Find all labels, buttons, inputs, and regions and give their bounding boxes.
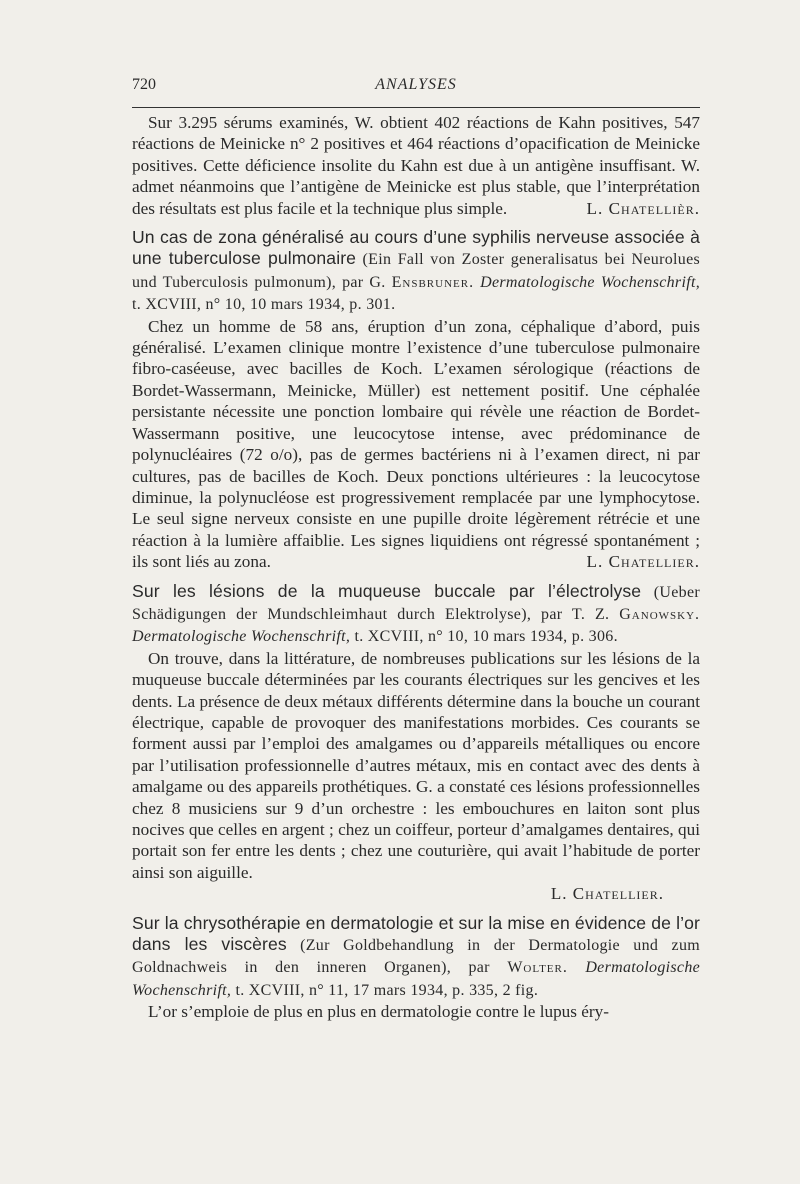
article-body-text: L’or s’emploie de plus en plus en dermatologie contre le lupus éry- <box>148 1002 609 1022</box>
header-rule <box>132 107 700 108</box>
page-number: 720 <box>132 76 156 93</box>
article-electrolyse <box>132 581 700 905</box>
page-content <box>132 112 700 1023</box>
article-author: Ganowsky. <box>619 605 701 623</box>
article-chrysotherapie <box>132 913 700 1023</box>
article-by: par G. <box>342 273 386 291</box>
article-title: Sur la chrysothérapie en dermatologie et sur la mise en évidence de l’or dans les viscères <box>132 912 700 955</box>
article-heading <box>132 913 700 1002</box>
article-citation: t. XCVIII, n° 11, 17 mars 1934, p. 335, 2 fig. <box>235 981 539 999</box>
article-body <box>132 316 700 573</box>
article-signature: L. Chatellier. <box>586 552 700 572</box>
article-heading <box>132 227 700 316</box>
article-by: par T. Z. <box>541 605 610 623</box>
article-zona <box>132 227 700 573</box>
intro-paragraph <box>132 112 700 219</box>
article-journal: Dermatologische Wochenschrift, <box>480 273 700 291</box>
article-citation: t. XCVIII, n° 10, 10 mars 1934, p. 301. <box>132 296 396 314</box>
article-body-text: On trouve, dans la littérature, de nombreuses publications sur les lésions de la muqueuse buccale déterminées par les courants électriques sur les gencives et les dents. La présence de deux métaux différents détermine dans la bouche un courant électrique, capable de provoquer des manifestations morbides. Ces courants se forment aussi par l’emploi des amalgames ou d’appareils métalliques ou encore par l’utilisation professionnelle d’autres métaux, mis en contact avec des dents à amalgame ou des appareils prothétiques. G. a constaté ces lésions professionnelles chez 8 musiciens sur 9 d’un orchestre : les embouchures en laiton sont plus nocives que celles en argent ; chez un coiffeur, porteur d’amalgames dentaires, qui portait son fer entre les dents ; chez une couturière, qui avait l’habitude de porter ainsi son aiguille. <box>132 648 700 882</box>
article-author: Wolter. <box>507 959 568 977</box>
article-body-text: Chez un homme de 58 ans, éruption d’un zona, céphalique d’abord, puis généralisé. L’examen clinique montre l’existence d’une tuberculose pulmonaire fibro-caséeuse, avec bacilles de Koch. L’examen sérologique (réactions de Bordet-Wassermann, Meinicke, Müller) est nettement positif. Une céphalée persistante nécessite une ponction lombaire qui révèle une réaction de Bordet-Wassermann positive, une leucocytose intense, avec prédominance de polynucléaires (72 o/o), pas de germes bactériens ni à l’examen direct, ni par cultures, pas de bacilles de Koch. Deux ponctions ultérieures : la leucocytose diminue, la polynucléose est progressivement remplacée par une lymphocytose. Le seul signe nerveux consiste en une pupille droite légèrement rétrécie et une réaction à la lumière affaiblie. Les signes liquidiens ont régressé spontanément ; ils sont liés au zona. <box>132 316 700 572</box>
article-journal: Dermatologische Wochenschrift, <box>132 959 701 999</box>
article-original-title: (Ein Fall von Zoster generalisatus bei Neurolues und Tuberculosis pulmonum), <box>132 251 701 291</box>
article-title: Un cas de zona généralisé au cours d’une syphilis nerveuse associée à une tuberculose pulmonaire <box>132 227 700 269</box>
intro-text: Sur 3.295 sérums examinés, W. obtient 402 réactions de Kahn positives, 547 réactions de Meinicke n° 2 positives et 464 réactions d’opacification de Meinicke positives. Cette déficience insolite du Kahn est due à un antigène insuffisant. W. admet néanmoins que l’antigène de Meinicke est plus stable, que l’interprétation des résultats est plus facile et la technique plus simple. <box>132 113 700 218</box>
intro-signature: L. Chatellièr. <box>586 198 700 218</box>
article-citation: t. XCVIII, n° 10, 10 mars 1934, p. 306. <box>354 628 618 646</box>
article-author: Ensbruner. <box>391 273 475 291</box>
page-header <box>132 76 700 102</box>
article-original-title: (Zur Goldbehandlung in der Dermatologie und zum Goldnachweis in den inneren Organen), <box>132 937 700 977</box>
article-heading <box>132 581 700 648</box>
article-by: par <box>468 959 490 977</box>
article-signature: L. Chatellier. <box>550 884 664 904</box>
article-body <box>132 1001 700 1022</box>
article-body <box>132 648 700 883</box>
article-journal: Dermatologische Wochenschrift, <box>132 628 351 646</box>
article-original-title: (Ueber Schädigungen der Mundschleimhaut durch Elektrolyse), <box>132 583 701 623</box>
article-title: Sur les lésions de la muqueuse buccale par l’électrolyse <box>132 580 642 601</box>
running-title: ANALYSES <box>375 76 457 93</box>
